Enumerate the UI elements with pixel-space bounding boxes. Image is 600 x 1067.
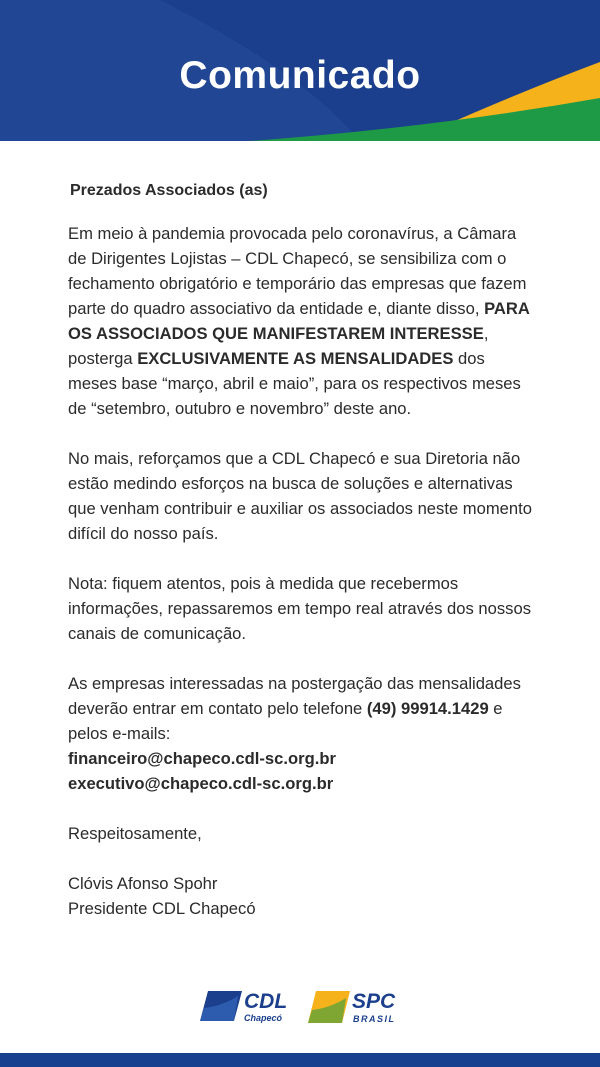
spc-logo-text: SPC	[352, 990, 396, 1013]
letter-body	[68, 178, 538, 946]
header-banner	[0, 0, 600, 141]
phone-number: (49) 99914.1429	[366, 699, 489, 718]
p1-bold-1: PARA OS ASSOCIADOS QUE MANIFESTAREM INTERESSE	[68, 299, 530, 343]
email-financeiro: financeiro@chapeco.cdl-sc.org.br	[68, 749, 336, 768]
p4-text-2: e pelos e-mails:	[68, 699, 503, 743]
p4-text-1: As empresas interessadas na postergação das mensalidades deverão entrar em contato pelo telefone	[68, 674, 521, 718]
signature-name: Clóvis Afonso Spohr	[68, 874, 218, 893]
greeting: Prezados Associados (as)	[70, 182, 268, 199]
p1-text-2: , posterga	[68, 324, 489, 368]
cdl-logo-subtext: Chapecó	[244, 1013, 283, 1023]
p1-text-3: dos meses base “março, abril e maio”, para os respectivos meses de “setembro, outubro e novembro” deste ano.	[68, 349, 521, 418]
paragraph-reinforcement: No mais, reforçamos que a CDL Chapecó e sua Diretoria não estão medindo esforços na busca de soluções e alternativas que venham contribuir e auxiliar os associados neste momento difícil do nosso país.	[68, 449, 532, 543]
cdl-logo-text: CDL	[244, 990, 288, 1013]
paragraph-contact	[68, 671, 538, 796]
signature-role: Presidente CDL Chapecó	[68, 899, 256, 918]
p1-bold-2: EXCLUSIVAMENTE AS MENSALIDADES	[137, 349, 454, 368]
signature	[68, 871, 538, 921]
spc-logo	[308, 990, 396, 1024]
partner-logos	[200, 986, 410, 1028]
p1-text-1: Em meio à pandemia provocada pelo coronavírus, a Câmara de Dirigentes Lojistas – CDL Chapecó, se sensibiliza com o fechamento obrigatório e temporário das empresas que fazem parte do quadro associativo da entidade e, diante disso,	[68, 224, 527, 318]
page-title: Comunicado	[179, 54, 421, 97]
closing: Respeitosamente,	[68, 824, 202, 843]
email-executivo: executivo@chapeco.cdl-sc.org.br	[68, 774, 334, 793]
paragraph-announcement	[68, 221, 538, 421]
spc-logo-subtext: BRASIL	[353, 1014, 396, 1024]
footer-bar	[0, 1053, 600, 1067]
paragraph-note: Nota: fiquem atentos, pois à medida que recebermos informações, repassaremos em tempo real através dos nossos canais de comunicação.	[68, 574, 531, 643]
logos-svg	[200, 986, 410, 1028]
cdl-logo	[200, 990, 287, 1023]
